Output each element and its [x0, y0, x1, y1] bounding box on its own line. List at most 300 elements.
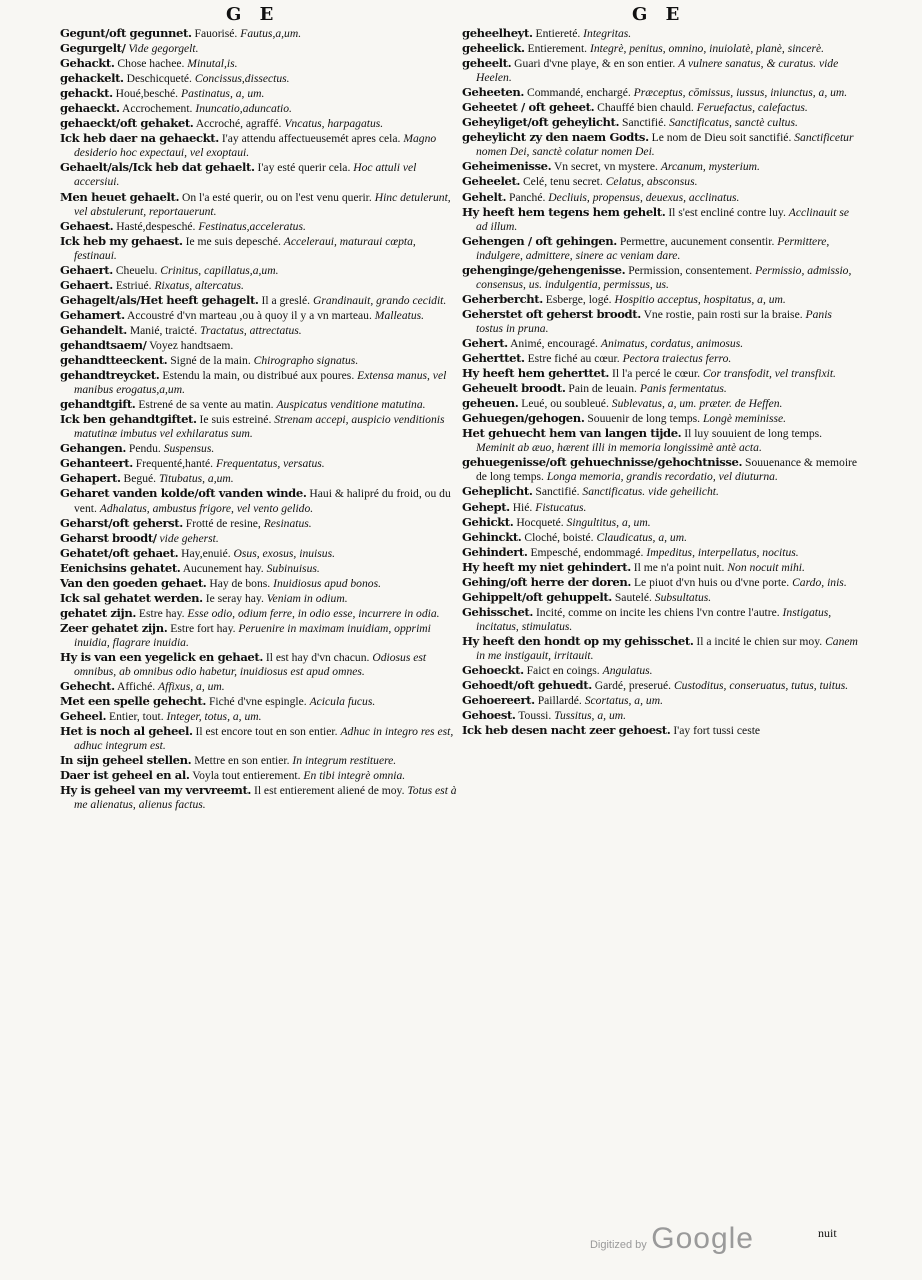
dictionary-entry: [462, 500, 860, 515]
headword: gehandtsaem/: [60, 337, 147, 352]
headword: gehuegenisse/oft gehuechnisse/gehochtnisse.: [462, 455, 743, 470]
french-gloss: Animé, encouragé.: [510, 336, 598, 350]
dictionary-entry: [462, 190, 860, 205]
french-gloss: Fiché d'vne espingle.: [208, 695, 307, 709]
headword: gehandtreycket.: [60, 368, 160, 383]
french-gloss: Frequenté,hanté.: [135, 457, 214, 471]
french-gloss: Voyez handtsaem.: [149, 338, 234, 352]
headword: Geheetet / oft geheet.: [462, 100, 595, 115]
headword: Gehatet/oft gehaet.: [60, 545, 179, 560]
latin-gloss: Longè meminisse.: [702, 412, 787, 426]
latin-gloss: Osus, exosus, inuisus.: [233, 546, 335, 560]
google-watermark: [590, 1222, 754, 1256]
french-gloss: Signé de la main.: [170, 354, 251, 368]
latin-gloss: Titubatus, a,um.: [158, 472, 234, 486]
dictionary-entry: [462, 590, 860, 605]
dictionary-entry: [60, 56, 458, 71]
dictionary-entry: [462, 130, 860, 159]
left-column-header: G E: [226, 4, 280, 25]
french-gloss: Aucunement hay.: [182, 561, 264, 575]
latin-gloss: Decliuis, propensus, deuexus, acclinatus.: [548, 190, 740, 204]
french-gloss: Entiereté.: [535, 27, 581, 40]
headword: Ick heb desen nacht zeer gehoest.: [462, 723, 671, 738]
dictionary-entry: [60, 561, 458, 576]
headword: Gehing/oft herre der doren.: [462, 574, 632, 589]
latin-gloss: Sanctificetur nomen Dei, sanctè colatur nomen Dei.: [476, 131, 854, 159]
headword: Hy heeft my niet gehindert.: [462, 559, 631, 574]
french-gloss: Estrené de sa vente au matin.: [138, 398, 274, 412]
latin-gloss: Adhuc in integro res est, adhuc integrum est.: [74, 725, 454, 753]
dictionary-entry: [60, 219, 458, 234]
headword: Hy heeft hem tegens hem gehelt.: [462, 204, 666, 219]
latin-gloss: vide geherst.: [159, 531, 219, 545]
latin-gloss: Auspicatus venditione matutina.: [276, 398, 426, 412]
french-gloss: Mettre en son entier.: [194, 754, 290, 768]
right-column-header: G E: [632, 4, 686, 25]
french-gloss: Il me n'a point nuit.: [633, 560, 725, 574]
french-gloss: Accrochement.: [121, 102, 193, 116]
latin-gloss: Pectora traiectus ferro.: [622, 352, 732, 366]
dictionary-entry: [60, 190, 458, 219]
latin-gloss: Acclinauit se ad illum.: [476, 205, 849, 233]
headword: Het gehuecht hem van langen tijde.: [462, 426, 682, 441]
headword: Geheelet.: [462, 174, 521, 189]
latin-gloss: En tibi integrè omnia.: [303, 769, 406, 783]
latin-gloss: Tractatus, attrectatus.: [200, 323, 302, 337]
latin-gloss: Sanctificatus. vide geheilicht.: [582, 485, 719, 499]
dictionary-entry: [462, 292, 860, 307]
french-gloss: Haui & halipré du froid, ou du vent.: [74, 487, 451, 515]
french-gloss: Vn secret, vn mystere.: [553, 160, 658, 174]
french-gloss: Frotté de resine,: [185, 516, 261, 530]
dictionary-entry: [60, 26, 458, 41]
latin-gloss: Pastinatus, a, um.: [180, 87, 265, 101]
latin-gloss: Angulatus.: [602, 664, 653, 678]
headword: Gehaelt/als/Ick heb dat gehaelt.: [60, 160, 255, 175]
latin-gloss: Instigatus, incitatus, stimulatus.: [476, 605, 832, 633]
french-gloss: Permettre, aucunement consentir.: [619, 234, 775, 248]
dictionary-entry: [60, 650, 458, 679]
french-gloss: Chose hachee.: [117, 57, 185, 71]
dictionary-entry: [462, 381, 860, 396]
french-gloss: Il s'est encliné contre luy.: [668, 205, 786, 219]
french-gloss: Faict en coings.: [526, 664, 600, 678]
headword: Gehagelt/als/Het heeft gehagelt.: [60, 292, 259, 307]
dictionary-entry: [462, 515, 860, 530]
french-gloss: Commandé, enchargé.: [526, 86, 631, 100]
dictionary-entry: [60, 41, 458, 56]
headword: Geherbercht.: [462, 291, 543, 306]
headword: Gehaert.: [60, 277, 113, 292]
dictionary-entry: [60, 278, 458, 293]
dictionary-entry: [60, 621, 458, 650]
french-gloss: Fauorisé.: [194, 27, 238, 40]
latin-gloss: Subsultatus.: [654, 590, 712, 604]
french-gloss: Houé,besché.: [115, 87, 179, 101]
dictionary-entry: [60, 131, 458, 160]
latin-gloss: Hoc attuli vel accersiui.: [74, 161, 417, 189]
headword: Geharet vanden kolde/oft vanden winde.: [60, 486, 307, 501]
headword: gehaeckt/oft gehaket.: [60, 116, 194, 131]
dictionary-entry: [60, 441, 458, 456]
dictionary-entry: [60, 679, 458, 694]
dictionary-entry: [60, 709, 458, 724]
french-gloss: Ie suis estreiné.: [199, 413, 272, 427]
headword: gehandtgift.: [60, 397, 136, 412]
latin-gloss: Suspensus.: [163, 442, 215, 456]
latin-gloss: Inuidiosus apud bonos.: [273, 576, 381, 590]
french-gloss: Esberge, logé.: [545, 292, 612, 306]
latin-gloss: Totus est à me alienatus, alienus factus.: [74, 784, 457, 812]
french-gloss: Pain de leuain.: [568, 382, 637, 396]
latin-gloss: Panis fermentatus.: [639, 382, 727, 396]
dictionary-entry: [60, 86, 458, 101]
headword: Gehaert.: [60, 262, 113, 277]
dictionary-entry: [462, 26, 860, 41]
latin-gloss: Acicula fucus.: [309, 695, 376, 709]
french-gloss: Celé, tenu secret.: [522, 175, 603, 189]
headword: Gehoeckt.: [462, 663, 524, 678]
latin-gloss: Inuncatio,aduncatio.: [195, 102, 292, 116]
headword: Eenichsins gehatet.: [60, 560, 181, 575]
dictionary-entry: [462, 530, 860, 545]
latin-gloss: Hospitio acceptus, hospitatus, a, um.: [614, 292, 786, 306]
dictionary-entry: [60, 456, 458, 471]
latin-gloss: Custoditus, conseruatus, tutus, tuitus.: [673, 679, 849, 693]
french-gloss: Il a incité le chien sur moy.: [696, 634, 823, 648]
french-gloss: Empesché, endommagé.: [530, 545, 644, 559]
dictionary-entry: [462, 411, 860, 426]
latin-gloss: Chirographo signatus.: [253, 354, 359, 368]
latin-gloss: Affixus, a, um.: [158, 680, 225, 694]
headword: Gehisschet.: [462, 604, 534, 619]
dictionary-entry: [60, 783, 458, 812]
headword: gehackt.: [60, 86, 113, 101]
french-gloss: On l'a esté querir, ou on l'est venu querir.: [181, 190, 372, 204]
latin-gloss: Acceleraui, maturaui cœpta, festinaui.: [74, 234, 416, 262]
dictionary-entry: [60, 516, 458, 531]
dictionary-entry: [462, 159, 860, 174]
dictionary-entry: [462, 678, 860, 693]
headword: Men heuet gehaelt.: [60, 189, 180, 204]
french-gloss: Cloché, boisté.: [524, 530, 594, 544]
headword: Gehandelt.: [60, 322, 127, 337]
dictionary-entry: [462, 205, 860, 234]
french-gloss: Il est hay d'vn chacun.: [265, 650, 370, 664]
latin-gloss: Impeditus, interpellatus, nocitus.: [646, 545, 799, 559]
french-gloss: Gardé, preserué.: [594, 679, 672, 693]
dictionary-entry: [462, 484, 860, 499]
latin-gloss: Sanctificatus, sanctè cultus.: [669, 116, 798, 130]
french-gloss: Souuenir de long temps.: [587, 412, 701, 426]
latin-gloss: Rixatus, altercatus.: [154, 278, 244, 292]
dictionary-entry: [462, 351, 860, 366]
french-gloss: Accoustré d'vn marteau ,ou à quoy il y a vn marteau.: [127, 308, 372, 322]
dictionary-entry: [60, 724, 458, 753]
latin-gloss: Animatus, cordatus, animosus.: [600, 336, 744, 350]
french-gloss: Guari d'vne playe, & en son entier.: [514, 57, 676, 71]
latin-gloss: Odiosus est omnibus, ab omnibus odio habetur, inuidiosus est apud omnes.: [74, 650, 427, 679]
dictionary-entry: [60, 576, 458, 591]
dictionary-entry: [60, 293, 458, 308]
french-gloss: Deschicqueté.: [126, 72, 192, 86]
french-gloss: Estriué.: [115, 278, 152, 292]
dictionary-entry: [60, 71, 458, 86]
headword: Gehindert.: [462, 544, 528, 559]
headword: Gehecht.: [60, 679, 115, 694]
dictionary-entry: [462, 693, 860, 708]
headword: Van den goeden gehaet.: [60, 575, 207, 590]
headword: Ick heb my gehaest.: [60, 233, 183, 248]
catchword: nuit: [818, 1226, 837, 1240]
dictionary-entry: [60, 160, 458, 189]
latin-gloss: Arcanum, mysterium.: [660, 160, 760, 174]
latin-gloss: In integrum restituere.: [292, 754, 397, 768]
latin-gloss: Grandinauit, grando cecidit.: [312, 293, 447, 307]
french-gloss: Manié, traicté.: [129, 323, 198, 337]
french-gloss: Le nom de Dieu soit sanctifié.: [651, 131, 792, 145]
latin-gloss: Non nocuit mihi.: [727, 560, 805, 574]
dictionary-entry: [462, 723, 860, 738]
headword: Ick ben gehandtgiftet.: [60, 412, 197, 427]
latin-gloss: Extensa manus, vel manibus erogatus,a,um.: [74, 369, 447, 397]
headword: Gehanteert.: [60, 456, 133, 471]
latin-gloss: Peruenire in maximam inuidiam, opprimi inuidia, flagrare inuidia.: [74, 621, 431, 649]
headword: Gehoereert.: [462, 693, 535, 708]
headword: In sijn geheel stellen.: [60, 753, 192, 768]
latin-gloss: Præceptus, cōmissus, iussus, iniunctus, a, um.: [633, 86, 848, 100]
dictionary-entry: [462, 455, 860, 484]
dictionary-entry: [462, 85, 860, 100]
french-gloss: Il luy souuient de long temps.: [684, 427, 823, 441]
french-gloss: Souuenance & memoire de long temps.: [476, 456, 858, 484]
headword: Hy heeft hem geherttet.: [462, 366, 610, 381]
french-gloss: I'ay fort tussi ceste: [673, 724, 761, 738]
headword: Gehuegen/gehogen.: [462, 411, 585, 426]
dictionary-entry: [462, 545, 860, 560]
headword: Gehengen / oft gehingen.: [462, 233, 617, 248]
dictionary-entry: [462, 263, 860, 292]
headword: Geharst/oft geherst.: [60, 515, 183, 530]
french-gloss: Le piuot d'vn huis ou d'vne porte.: [633, 575, 790, 589]
latin-gloss: Fautus,a,um.: [240, 27, 302, 40]
latin-gloss: Canem in me instigauit, irritauit.: [476, 634, 858, 662]
dictionary-entry: [60, 234, 458, 263]
french-gloss: Incité, comme on incite les chiens l'vn contre l'autre.: [535, 605, 780, 619]
latin-gloss: Adhalatus, ambustus frigore, vel vento gelido.: [99, 501, 314, 515]
headword: gehatet zijn.: [60, 605, 136, 620]
french-gloss: Estre hay.: [138, 606, 185, 620]
headword: Geheplicht.: [462, 484, 533, 499]
dictionary-entry: [60, 308, 458, 323]
dictionary-entry: [60, 471, 458, 486]
french-gloss: Paillardé.: [537, 694, 582, 708]
french-gloss: Leué, ou soubleué.: [521, 397, 609, 411]
french-gloss: Il l'a percé le cœur.: [611, 367, 701, 381]
headword: Gehapert.: [60, 471, 121, 486]
latin-gloss: Singultitus, a, um.: [566, 515, 651, 529]
left-column: [60, 26, 458, 812]
latin-gloss: Veniam in odium.: [266, 591, 348, 605]
headword: gehandtteeckent.: [60, 353, 168, 368]
latin-gloss: Panis tostus in pruna.: [476, 307, 832, 335]
french-gloss: Accroché, agraffé.: [195, 117, 282, 131]
headword: geheuen.: [462, 396, 519, 411]
latin-gloss: Vide gegorgelt.: [128, 42, 199, 56]
latin-gloss: Magno desiderio hoc expectaui, vel exoptaui.: [74, 132, 437, 160]
dictionary-entry: [462, 605, 860, 634]
french-gloss: Permission, consentement.: [628, 263, 753, 277]
latin-gloss: Integrè, penitus, omnino, inuiolatè, planè, sincerè.: [589, 42, 825, 56]
headword: geheelheyt.: [462, 26, 533, 40]
dictionary-entry: [462, 426, 860, 455]
french-gloss: Entierement.: [527, 42, 588, 56]
french-gloss: Estendu la main, ou distribué aux poures.: [162, 369, 355, 383]
latin-gloss: Vncatus, harpagatus.: [284, 117, 384, 131]
headword: gehackelt.: [60, 71, 124, 86]
headword: Geheuelt broodt.: [462, 381, 566, 396]
latin-gloss: Subinuisus.: [266, 561, 320, 575]
dictionary-entry: [462, 396, 860, 411]
headword: Gehamert.: [60, 307, 125, 322]
latin-gloss: Festinatus,acceleratus.: [198, 219, 306, 233]
french-gloss: Panché.: [509, 190, 546, 204]
dictionary-entry: [60, 116, 458, 131]
headword: geheelt.: [462, 56, 512, 71]
latin-gloss: Concissus,dissectus.: [194, 72, 290, 86]
french-gloss: Ie seray hay.: [205, 591, 264, 605]
french-gloss: I'ay attendu affectueusemét apres cela.: [221, 132, 401, 146]
french-gloss: I'ay esté querir cela.: [257, 161, 351, 175]
headword: Geheyliget/oft geheylicht.: [462, 115, 620, 130]
headword: Met een spelle gehecht.: [60, 694, 207, 709]
latin-gloss: Permissio, admissio, consensus, us. indulgentia, permissus, us.: [476, 263, 852, 291]
french-gloss: Hay de bons.: [209, 576, 271, 590]
dictionary-entry: [60, 368, 458, 397]
latin-gloss: Tussitus, a, um.: [554, 709, 627, 723]
dictionary-entry: [462, 41, 860, 56]
french-gloss: Begué.: [123, 472, 157, 486]
french-gloss: Entier, tout.: [109, 710, 164, 724]
latin-gloss: Feruefactus, calefactus.: [696, 101, 808, 115]
dictionary-entry: [462, 234, 860, 263]
french-gloss: Estre fiché au cœur.: [527, 352, 620, 366]
latin-gloss: Strenam accepi, auspicio venditionis matutinæ imbutus vel exhilaratus sum.: [74, 413, 445, 441]
dictionary-entry: [60, 753, 458, 768]
headword: geheylicht zy den naem Godts.: [462, 130, 649, 145]
latin-gloss: Sublevatus, a, um. præter. de Heffen.: [611, 397, 783, 411]
latin-gloss: Minutal,is.: [187, 57, 238, 71]
dictionary-entry: [60, 486, 458, 515]
latin-gloss: Permittere, indulgere, admittere, sinere ac veniam dare.: [476, 234, 830, 262]
dictionary-entry: [462, 366, 860, 381]
dictionary-entry: [462, 336, 860, 351]
headword: geheelick.: [462, 41, 525, 56]
dictionary-entry: [60, 591, 458, 606]
dictionary-entry: [60, 353, 458, 368]
headword: Gehickt.: [462, 514, 514, 529]
latin-gloss: Celatus, absconsus.: [605, 175, 698, 189]
dictionary-entry: [462, 560, 860, 575]
french-gloss: Il est encore tout en son entier.: [195, 725, 338, 739]
latin-gloss: A vulnere sanatus, & curatus. vide Heelen.: [476, 57, 839, 85]
headword: Gehoest.: [462, 708, 516, 723]
latin-gloss: Integritas.: [583, 27, 632, 40]
headword: Ick heb daer na gehaeckt.: [60, 131, 219, 146]
headword: Gehelt.: [462, 189, 507, 204]
french-gloss: Il a greslé.: [261, 293, 311, 307]
latin-gloss: Cardo, inis.: [792, 575, 847, 589]
latin-gloss: Malleatus.: [374, 308, 425, 322]
watermark-logo: Google: [651, 1222, 754, 1255]
headword: Geheeten.: [462, 85, 525, 100]
dictionary-entry: [60, 531, 458, 546]
latin-gloss: Meminit ab æuo, hærent illi in memoria longissimè antè acta.: [476, 441, 762, 455]
french-gloss: Hay,enuié.: [181, 546, 231, 560]
right-column: [462, 26, 860, 738]
french-gloss: Sanctifié.: [622, 116, 667, 130]
french-gloss: Ie me suis depesché.: [185, 234, 281, 248]
headword: Daer ist geheel en al.: [60, 768, 190, 783]
headword: Geheimenisse.: [462, 159, 552, 174]
dictionary-entry: [462, 708, 860, 723]
headword: Geherstet oft geherst broodt.: [462, 306, 641, 321]
dictionary-entry: [60, 768, 458, 783]
french-gloss: Chauffé bien chauld.: [597, 101, 694, 115]
latin-gloss: Scortatus, a, um.: [584, 694, 663, 708]
french-gloss: Cheuelu.: [115, 263, 158, 277]
latin-gloss: Crinitus, capillatus,a,um.: [160, 263, 279, 277]
headword: Gehert.: [462, 335, 508, 350]
headword: Geheel.: [60, 709, 107, 724]
headword: Zeer gehatet zijn.: [60, 620, 168, 635]
french-gloss: Sautelé.: [614, 590, 652, 604]
dictionary-entry: [462, 634, 860, 663]
french-gloss: Hasté,despesché.: [116, 219, 196, 233]
french-gloss: Estre fort hay.: [170, 621, 236, 635]
headword: Gegurgelt/: [60, 41, 126, 56]
dictionary-entry: [60, 397, 458, 412]
headword: Gehept.: [462, 499, 510, 514]
headword: gehaeckt.: [60, 101, 120, 116]
french-gloss: Hocqueté.: [516, 515, 564, 529]
headword: Geherttet.: [462, 351, 525, 366]
latin-gloss: Frequentatus, versatus.: [215, 457, 325, 471]
latin-gloss: Resinatus.: [263, 516, 312, 530]
french-gloss: Toussi.: [518, 709, 552, 723]
latin-gloss: Esse odio, odium ferre, in odio esse, incurrere in odia.: [187, 606, 440, 620]
latin-gloss: Longa memoria, grandis recordatio, vel diuturna.: [546, 470, 778, 484]
french-gloss: Sanctifié.: [535, 485, 580, 499]
headword: Geharst broodt/: [60, 530, 157, 545]
latin-gloss: Hinc detulerunt, vel abstulerunt, reportauerunt.: [74, 190, 451, 218]
headword: Gehoedt/oft gehuedt.: [462, 678, 592, 693]
french-gloss: Il est entierement aliené de moy.: [253, 784, 405, 798]
dictionary-entry: [462, 575, 860, 590]
headword: Gehangen.: [60, 441, 126, 456]
headword: Gehippelt/oft gehuppelt.: [462, 589, 612, 604]
latin-gloss: Claudicatus, a, um.: [596, 530, 687, 544]
french-gloss: Hié.: [512, 500, 533, 514]
headword: Hy is geheel van my vervreemt.: [60, 783, 252, 798]
french-gloss: Vne rostie, pain rosti sur la braise.: [643, 307, 803, 321]
dictionary-entry: [462, 115, 860, 130]
dictionary-entry: [60, 606, 458, 621]
dictionary-entry: [60, 263, 458, 278]
dictionary-entry: [462, 100, 860, 115]
latin-gloss: Cor transfodit, vel transfixit.: [702, 367, 836, 381]
headword: Hy is van een yegelick en gehaet.: [60, 649, 263, 664]
